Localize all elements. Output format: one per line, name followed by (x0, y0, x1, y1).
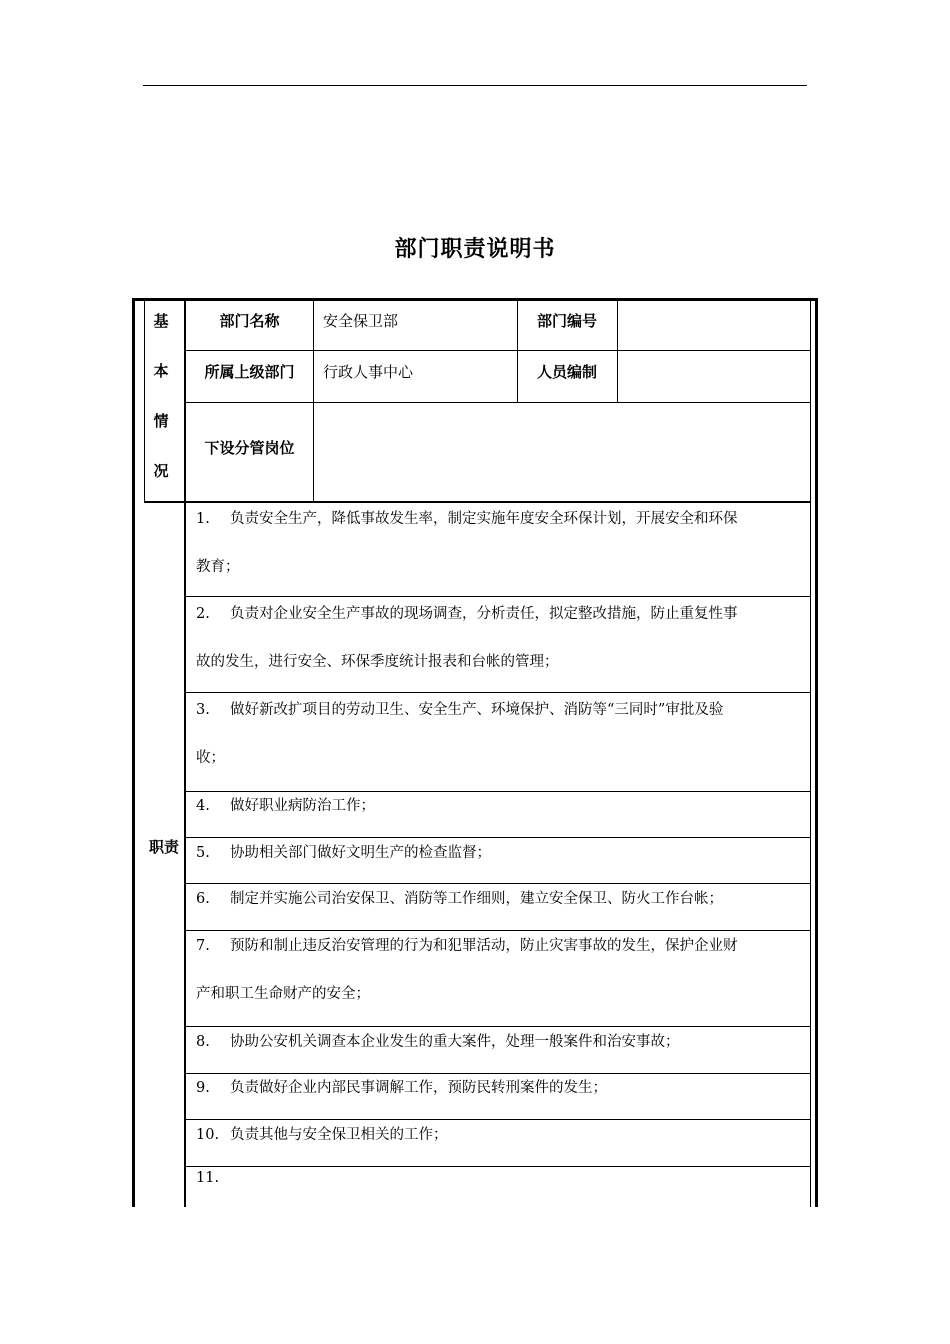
dept-name-value: 安全保卫部 (323, 312, 399, 330)
duty-item (196, 1154, 808, 1202)
duty-item (196, 922, 808, 1018)
duty-number: 2. (196, 606, 210, 622)
duty-item (196, 875, 808, 923)
duty-text: 故的发生，进行安全、环保季度统计报表和台帐的管理； (196, 654, 559, 670)
divider (186, 350, 810, 351)
duty-number: 7. (196, 938, 210, 954)
duty-number: 11. (196, 1170, 220, 1186)
duty-text: 协助公安机关调查本企业发生的重大案件，处理一般案件和治安事故； (230, 1034, 680, 1050)
duty-text: 协助相关部门做好文明生产的检查监督； (230, 845, 491, 861)
duty-text: 教育； (196, 559, 240, 575)
duty-text: 负责对企业安全生产事故的现场调查，分析责任，拟定整改措施，防止重复性事 (230, 606, 738, 622)
divider (617, 301, 618, 402)
page-title: 部门职责说明书 (394, 237, 556, 262)
duty-number: 8. (196, 1034, 210, 1050)
duty-item (196, 782, 808, 830)
duty-number: 3. (196, 702, 210, 718)
parent-dept-label: 所属上级部门 (204, 363, 295, 381)
section-label-char: 基 (153, 312, 169, 330)
duty-number: 9. (196, 1080, 210, 1096)
duty-item (196, 1111, 808, 1159)
duty-text: 产和职工生命财产的安全； (196, 986, 370, 1002)
divider (144, 301, 145, 503)
duty-number: 10. (196, 1127, 220, 1143)
duty-text: 收； (196, 750, 225, 766)
duty-item (196, 1018, 808, 1066)
duty-text: 负责安全生产，降低事故发生率，制定实施年度安全环保计划，开展安全和环保 (230, 511, 738, 527)
duties-label: 职责 (148, 838, 179, 856)
duty-text: 做好职业病防治工作； (230, 798, 375, 814)
staffing-label: 人员编制 (536, 363, 597, 381)
duty-text: 制定并实施公司治安保卫、消防等工作细则，建立安全保卫、防火工作台帐； (230, 891, 723, 907)
dept-code-label: 部门编号 (536, 312, 597, 330)
duty-text: 负责其他与安全保卫相关的工作； (230, 1127, 448, 1143)
duty-text: 预防和制止违反治安管理的行为和犯罪活动，防止灾害事故的发生，保护企业财 (230, 938, 738, 954)
section-label-char: 本 (153, 362, 169, 380)
parent-dept-value: 行政人事中心 (323, 363, 414, 381)
header-rule (143, 85, 807, 86)
duty-item (196, 829, 808, 877)
dept-name-label: 部门名称 (219, 312, 280, 330)
section-label-char: 情 (153, 412, 169, 430)
duty-number: 5. (196, 845, 210, 861)
duty-number: 4. (196, 798, 210, 814)
duty-number: 6. (196, 891, 210, 907)
duty-item (196, 1064, 808, 1112)
divider (810, 301, 811, 1207)
duty-item (196, 686, 808, 782)
duty-text: 做好新改扩项目的劳动卫生、安全生产、环境保护、消防等“三同时”审批及验 (230, 702, 724, 718)
section-label-char: 况 (153, 462, 169, 480)
duty-item (196, 590, 808, 686)
divider (186, 402, 810, 403)
duty-text: 负责做好企业内部民事调解工作，预防民转刑案件的发生； (230, 1080, 607, 1096)
duty-item (196, 495, 808, 591)
sub-posts-label: 下设分管岗位 (204, 439, 295, 457)
duty-number: 1. (196, 511, 210, 527)
